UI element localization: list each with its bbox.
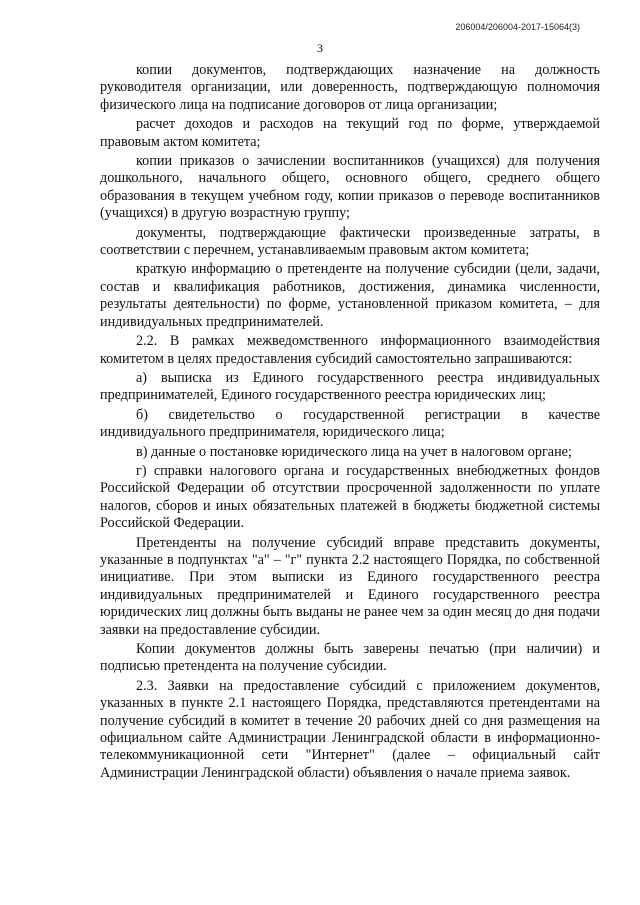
paragraph-expense-documents: документы, подтверждающие фактически произведенные затраты, в соответствии с перечнем, устанавливаемым правовым актом комитета; xyxy=(100,224,600,259)
paragraph-certified-copies: Копии документов должны быть заверены печатью (при наличии) и подписью претендента на получение субсидии. xyxy=(100,641,600,675)
paragraph-income-expenses: расчет доходов и расходов на текущий год по форме, утверждаемой правовым актом комитета; xyxy=(100,116,600,150)
paragraph-enrollment-orders: копии приказов о зачислении воспитанников (учащихся) для получения дошкольного, начального общего, основного общего, среднего общего образования в текущем учебном году, копии приказов о переводе воспитанников (учащихся) в другую возрастную группу; xyxy=(100,153,600,222)
document-body xyxy=(100,62,600,784)
paragraph-item-b: б) свидетельство о государственной регистрации в качестве индивидуального предпринимателя, юридического лица; xyxy=(100,406,600,441)
paragraph-applicant-info: краткую информацию о претенденте на получение субсидии (цели, задачи, состав и квалификация работников, достижения, динамика численности, результаты деятельности) по форме, установленной приказом комитета, – для индивидуальных предпринимателей. xyxy=(100,261,600,330)
paragraph-section-2-2: 2.2. В рамках межведомственного информационного взаимодействия комитетом в целях предоставления субсидий самостоятельно запрашиваются: xyxy=(100,333,600,367)
paragraph-item-v: в) данные о постановке юридического лица на учет в налоговом органе; xyxy=(136,443,572,460)
paragraph-director-documents: копии документов, подтверждающих назначение на должность руководителя организации, или доверенность, подтверждающую полномочия физического лица на подписание договоров от лица организации; xyxy=(100,62,600,113)
paragraph-item-g: г) справки налогового органа и государственных внебюджетных фондов Российской Федерации об отсутствии просроченной задолженности по уплате налогов, сборов и иных обязательных платежей в бюджеты бюджетной системы Российской Федерации. xyxy=(100,462,600,532)
page-number: 3 xyxy=(317,41,323,55)
paragraph-own-initiative: Претенденты на получение субсидий вправе представить документы, указанные в подпунктах "а" – "г" пункта 2.2 настоящего Порядка, по собственной инициативе. При этом выписки из Единого государственного реестра индивидуальных предпринимателей и Единого государственного реестра юридических лиц должны быть выданы не ранее чем за один месяц до дня подачи заявки на предоставление субсидии. xyxy=(100,534,600,638)
document-number: 206004/206004-2017-15064(3) xyxy=(455,22,580,32)
paragraph-item-a: а) выписка из Единого государственного реестра индивидуальных предпринимателей, Единого государственного реестра юридических лиц; xyxy=(100,369,600,404)
paragraph-section-2-3: 2.3. Заявки на предоставление субсидий с приложением документов, указанных в пункте 2.1 настоящего Порядка, представляются претендентами на получение субсидий в комитет в течение 20 рабочих дней со дня размещения на официальном сайте Администрации Ленинградской области в информационно-телекоммуникационной сети "Интернет" (далее – официальный сайт Администрации Ленинградской области) объявления о начале приема заявок. xyxy=(100,677,600,781)
